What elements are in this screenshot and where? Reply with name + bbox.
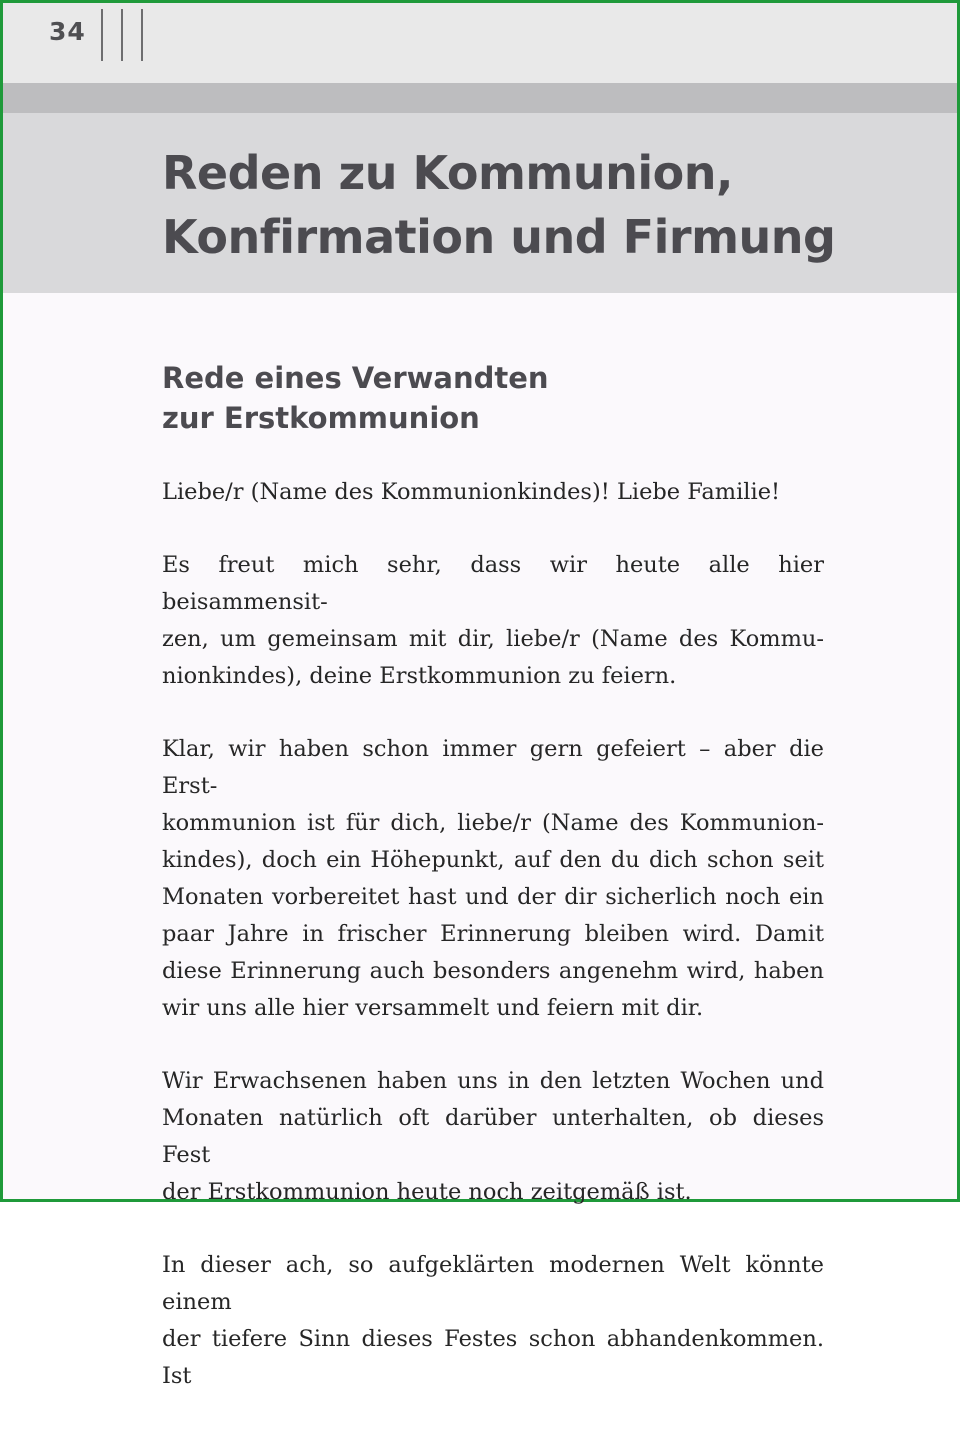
text-line: Monaten natürlich oft darüber unterhalten, ob dieses Fest	[162, 1105, 824, 1168]
paragraph	[162, 1247, 824, 1395]
text-line: diese Erinnerung auch besonders angenehm wird, haben	[162, 958, 824, 984]
text-line: kommunion ist für dich, liebe/r (Name des Kommunion-	[162, 810, 824, 836]
text-line: kindes), doch ein Höhepunkt, auf den du dich schon seit	[162, 847, 824, 873]
page-number: 34	[49, 17, 86, 46]
text-line: wir uns alle hier versammelt und feiern mit dir.	[162, 995, 704, 1021]
header-band	[3, 83, 957, 113]
text-line: Monaten vorbereitet hast und der dir sicherlich noch ein	[162, 884, 824, 910]
section-title-line: zur Erstkommunion	[162, 401, 480, 435]
header-divider-line	[121, 9, 123, 61]
text-line: Es freut mich sehr, dass wir heute alle hier beisammensit-	[162, 552, 824, 615]
chapter-title-line: Konfirmation und Firmung	[162, 210, 836, 264]
header-divider-line	[101, 9, 103, 61]
text-line: der tiefere Sinn dieses Festes schon abhandenkommen. Ist	[162, 1326, 824, 1389]
header-divider-line	[141, 9, 143, 61]
text-line: nionkindes), deine Erstkommunion zu feiern.	[162, 663, 677, 689]
paragraph	[162, 731, 824, 1027]
text-line: Wir Erwachsenen haben uns in den letzten Wochen und	[162, 1068, 824, 1094]
text-line: Liebe/r (Name des Kommunionkindes)! Liebe Familie!	[162, 479, 781, 505]
paragraph	[162, 1063, 824, 1211]
page-header-strip	[3, 3, 957, 83]
section-title	[162, 358, 824, 438]
page-content	[162, 358, 824, 1431]
text-line: In dieser ach, so aufgeklärten modernen Welt könnte einem	[162, 1252, 824, 1315]
text-line: der Erstkommunion heute noch zeitgemäß ist.	[162, 1179, 692, 1205]
text-line: Klar, wir haben schon immer gern gefeiert – aber die Erst-	[162, 736, 824, 799]
text-line: zen, um gemeinsam mit dir, liebe/r (Name des Kommu-	[162, 626, 824, 652]
chapter-title-line: Reden zu Kommunion,	[162, 146, 733, 200]
text-line: paar Jahre in frischer Erinnerung bleiben wird. Damit	[162, 921, 824, 947]
section-title-line: Rede eines Verwandten	[162, 361, 549, 395]
paragraph-greeting	[162, 474, 824, 511]
paragraph	[162, 547, 824, 695]
chapter-title	[162, 141, 835, 269]
